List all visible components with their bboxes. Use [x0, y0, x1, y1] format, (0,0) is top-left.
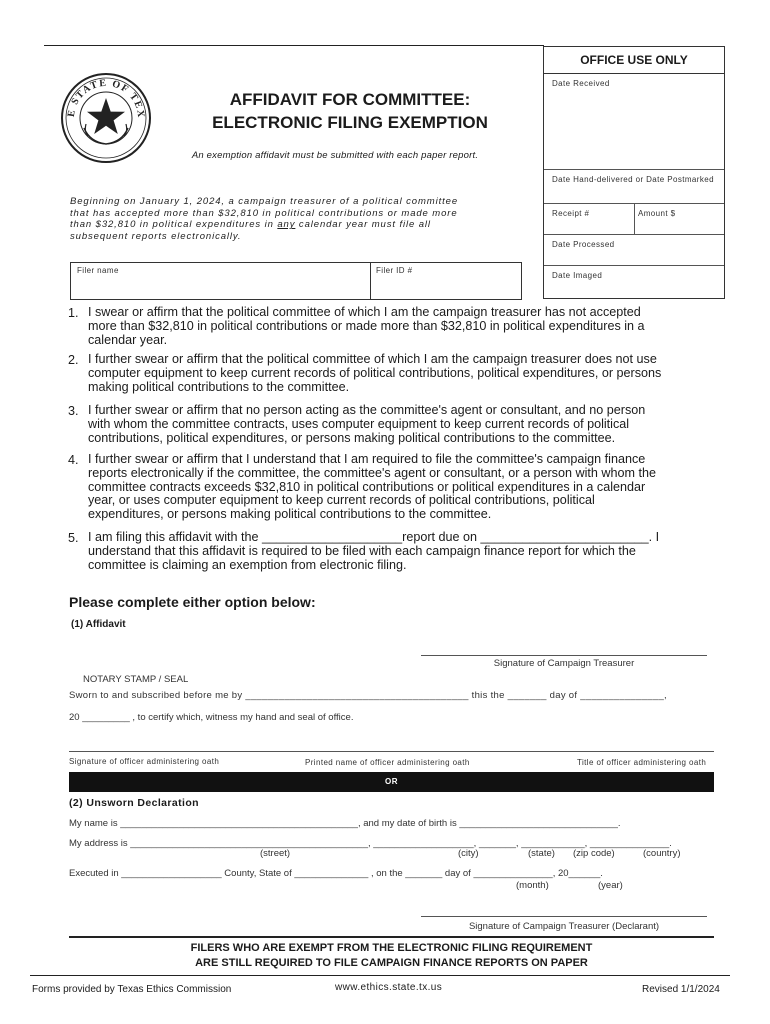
- statement-2: [68, 353, 728, 394]
- officer-signature-line[interactable]: [69, 751, 714, 752]
- address-street-caption: (street): [260, 848, 291, 859]
- statement-line: I further swear or affirm that no person acting as the committee's agent or consultant, and no person: [88, 403, 646, 417]
- footer-website[interactable]: www.ethics.state.tx.us: [335, 982, 443, 993]
- statement-number: 2.: [68, 353, 79, 367]
- statement-line: reports electronically if the committee, the committee's agent or consultant, or a person with whom the: [88, 465, 656, 480]
- statement-line: computer equipment to keep current records of political contributions, political expenditures, or persons: [88, 365, 662, 380]
- sworn-line[interactable]: Sworn to and subscribed before me by ________________________________________ this the _______ day of _______________,: [69, 690, 667, 701]
- statement-line: committee contracts exceeds $32,810 in political contributions or political expenditures in a calendar: [88, 479, 646, 494]
- address-country-caption: (country): [643, 848, 681, 859]
- intro-line-2: that has accepted more than $32,810 in political contributions or made more: [70, 207, 458, 219]
- options-heading: Please complete either option below:: [69, 594, 316, 610]
- statement-line: with whom the committee contracts, uses computer equipment to keep current records of political: [88, 416, 630, 431]
- footer-notice-line1: FILERS WHO ARE EXEMPT FROM THE ELECTRONIC FILING REQUIREMENT: [190, 942, 593, 954]
- address-city-caption: (city): [458, 848, 479, 859]
- statement-line: contributions, political expenditures, or persons making political contributions to the committee.: [88, 430, 616, 445]
- affidavit-label: (1) Affidavit: [71, 619, 126, 630]
- date-processed-label: Date Processed: [552, 240, 615, 249]
- officer-signature-label: Signature of officer administering oath: [69, 757, 220, 766]
- footer-rule-bottom: [30, 975, 730, 976]
- footer-notice-line2: ARE STILL REQUIRED TO FILE CAMPAIGN FINANCE REPORTS ON PAPER: [195, 957, 588, 969]
- footer-revised: Revised 1/1/2024: [642, 984, 720, 995]
- executed-line[interactable]: Executed in ___________________ County, State of ______________ , on the _______ day of _______________, 20______.: [69, 868, 603, 879]
- statement-line: I swear or affirm that the political committee of which I am the campaign treasurer has not accepted: [88, 305, 641, 319]
- statement-line: expenditures, or persons making political contributions to the committee.: [88, 507, 492, 522]
- officer-printed-name-label: Printed name of officer administering oath: [305, 758, 470, 767]
- statement-line: I further swear or affirm that I understand that I am required to file the committee's campaign finance: [88, 452, 646, 466]
- address-zip-caption: (zip code): [573, 848, 615, 859]
- unsworn-declaration-label: (2) Unsworn Declaration: [69, 797, 199, 809]
- address-state-caption: (state): [528, 848, 555, 859]
- statement-line: I further swear or affirm that the political committee of which I am the campaign treasurer does not use: [88, 352, 657, 366]
- footer-provided: Forms provided by Texas Ethics Commission: [32, 984, 232, 995]
- intro-line-4: subsequent reports electronically.: [70, 230, 242, 242]
- statement-line: making political contributions to the committee.: [88, 379, 350, 394]
- office-use-header: OFFICE USE ONLY: [544, 47, 724, 74]
- declarant-signature-line[interactable]: [421, 916, 707, 917]
- footer-rule-top: [69, 936, 714, 938]
- texas-seal: [60, 72, 152, 164]
- or-label: OR: [385, 777, 398, 786]
- statement-number: 1.: [68, 306, 79, 320]
- statement-1: [68, 306, 728, 347]
- amount-label: Amount $: [638, 209, 676, 218]
- statement-line: understand that this affidavit is required to be filed with each campaign finance report for which the: [88, 543, 636, 558]
- statement-number: 4.: [68, 453, 79, 467]
- treasurer-signature-line[interactable]: [421, 655, 707, 656]
- statement-line: committee is claiming an exemption from electronic filing.: [88, 557, 407, 572]
- statement-number: 5.: [68, 531, 79, 545]
- certify-line[interactable]: 20 _________ , to certify which, witness my hand and seal of office.: [69, 712, 354, 723]
- statement-line: calendar year.: [88, 332, 168, 347]
- filer-name-label: Filer name: [77, 266, 119, 275]
- footer-notice: [69, 941, 714, 971]
- intro-line-3: than $32,810 in political expenditures in any calendar year must file all: [70, 219, 431, 231]
- seal-arc-text: E STATE OF TEX: [65, 77, 147, 120]
- receipt-label: Receipt #: [552, 209, 590, 218]
- or-bar: [69, 772, 714, 792]
- intro-paragraph: [70, 196, 530, 242]
- myaddress-line[interactable]: My address is _____________________________________________, ___________________, _______, ____________, _______________.: [69, 838, 672, 849]
- statement-line[interactable]: I am filing this affidavit with the ____________________report due on ________________________. I: [88, 530, 660, 544]
- statement-line: year, or uses computer equipment to keep current records of political contributions, political: [88, 493, 595, 508]
- statement-5: [68, 531, 728, 572]
- date-hand-delivered-label: Date Hand-delivered or Date Postmarked: [552, 175, 714, 184]
- date-imaged-label: Date Imaged: [552, 271, 603, 280]
- executed-year-caption: (year): [598, 880, 623, 891]
- notary-stamp-label: NOTARY STAMP / SEAL: [83, 674, 189, 685]
- top-rule: [44, 45, 544, 46]
- officer-title-label: Title of officer administering oath: [577, 758, 707, 767]
- statement-3: [68, 404, 728, 445]
- office-use-box: [543, 46, 725, 299]
- filer-box: [70, 262, 522, 300]
- filer-id-field[interactable]: [375, 277, 515, 297]
- form-title-line2: ELECTRONIC FILING EXEMPTION: [212, 113, 488, 132]
- declarant-signature-label: Signature of Campaign Treasurer (Declarant): [468, 921, 660, 932]
- treasurer-signature-label: Signature of Campaign Treasurer: [493, 658, 635, 669]
- form-subtitle: An exemption affidavit must be submitted with each paper report.: [191, 150, 479, 161]
- filer-name-field[interactable]: [75, 277, 365, 297]
- intro-line-1: Beginning on January 1, 2024, a campaign treasurer of a political committee: [70, 196, 459, 207]
- filer-id-label: Filer ID #: [376, 266, 413, 275]
- myname-line[interactable]: My name is _____________________________________________, and my date of birth is ______________________________.: [69, 818, 621, 829]
- date-received-label: Date Received: [552, 79, 610, 88]
- statement-line: more than $32,810 in political contributions or made more than $32,810 in political expenditures in a: [88, 318, 645, 333]
- executed-month-caption: (month): [516, 880, 549, 891]
- form-title-line1: AFFIDAVIT FOR COMMITTEE:: [229, 90, 471, 109]
- form-title: [170, 88, 530, 134]
- statement-number: 3.: [68, 404, 79, 418]
- statement-4: [68, 453, 728, 522]
